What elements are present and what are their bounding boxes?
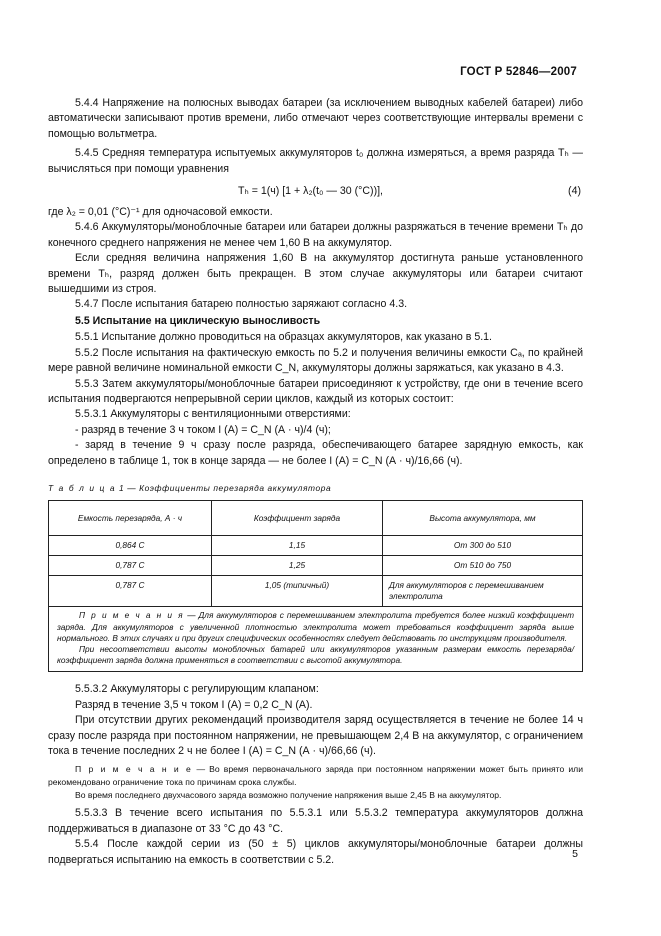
formula-where: где λ₂ = 0,01 (°С)⁻¹ для одночасовой емкости. — [48, 206, 273, 219]
table-cell: Для аккумуляторов с перемешиванием электролита — [383, 576, 583, 607]
document-code: ГОСТ Р 52846—2007 — [460, 66, 577, 78]
table-cell: 0,787 С — [49, 556, 212, 576]
table-caption — [48, 481, 583, 496]
clause-5-4-6-continued: Если средняя величина напряжения 1,60 В на аккумулятор достигнута раньше установленного времени Tₕ, разряд должен быть прекращен. В этом случае аккумуляторы или батареи считают вышедшими из строя. — [48, 252, 583, 296]
table-header-cell: Коэффициент заряда — [212, 501, 383, 536]
table-header-cell: Высота аккумулятора, мм — [383, 501, 583, 536]
list-item-discharge: - разряд в течение 3 ч током I (А) = C_N (А · ч)/4 (ч); — [75, 423, 331, 436]
overcharge-table — [48, 500, 583, 607]
formula-4 — [48, 177, 583, 205]
table-caption-text: 1 — Коэффициенты перезаряда аккумулятора — [119, 482, 332, 493]
table-cell: От 510 до 750 — [383, 556, 583, 576]
clause-5-5-3-2-charge: При отсутствии других рекомендаций производителя заряд осуществляется в течение не более 14 ч сразу после разряда при постоянном напряжении, не превышающем 2,4 В на аккумулятор, с ограничением тока в течение последних 2 ч не более I (А) = C_N (А · ч)/66,66 (ч). — [48, 714, 583, 757]
clause-5-4-6: 5.4.6 Аккумуляторы/моноблочные батареи или батареи должны разряжаться в течение времени Tₕ до конечного среднего напряжения не менее чем 1,60 В на аккумулятор. — [48, 221, 583, 249]
table-note-paragraph — [57, 610, 574, 644]
table-cell: 0,787 С — [49, 576, 212, 607]
clause-5-4-4: 5.4.4 Напряжение на полюсных выводах батареи (за исключением выводных кабелей батареи) либо автоматически записывают против времени, либо отмечают через соответствующие интервалы времени с помощью вольтметра. — [48, 97, 583, 140]
table-cell: От 300 до 510 — [383, 536, 583, 556]
table-row — [49, 536, 583, 556]
note-charge-limit — [48, 763, 583, 789]
table-cell: 0,864 С — [49, 536, 212, 556]
clause-5-4-5: 5.4.5 Средняя температура испытуемых аккумуляторов t₀ должна измеряться, а время разряда Tₕ — вычисляться при помощи уравнения — [48, 147, 583, 175]
page-number: 5 — [572, 848, 578, 860]
clause-5-5-3: 5.5.3 Затем аккумуляторы/моноблочные батареи присоединяют к устройству, где они в течение всего испытания подвергаются непрерывной серии циклов, каждый из которых состоит: — [48, 377, 583, 405]
note-label: П р и м е ч а н и е — [75, 764, 193, 775]
table-row — [49, 556, 583, 576]
clause-5-5-2: 5.5.2 После испытания на фактическую емкость по 5.2 и получения величины емкости Cₐ, по крайней мере равной величине номинальной емкости C_N, аккумуляторы должны заряжаться, как указано в 4.3. — [48, 346, 583, 375]
clause-5-5-3-2: 5.5.3.2 Аккумуляторы с регулирующим клапаном: — [75, 683, 319, 696]
table-caption-label: Т а б л и ц а — [48, 482, 117, 493]
table-header-row — [49, 501, 583, 536]
table-cell: 1,25 — [212, 556, 383, 576]
clause-5-5-3-1: 5.5.3.1 Аккумуляторы с вентиляционными отверстиями: — [75, 408, 351, 421]
table-note-text: — Для аккумуляторов с перемешиванием электролита требуется более низкий коэффициент заряда. Для аккумуляторов с увеличенной плотностью электролита может требоваться коэффициент заряда выше нормального. В этих случаях и при других специфических особенностях следует действовать по инструкциям производителя. — [57, 610, 574, 643]
clause-5-5-3-2-discharge: Разряд в течение 3,5 ч током I (А) = 0,2 C_N (А). — [75, 698, 313, 711]
table-note-label: П р и м е ч а н и я — [79, 610, 185, 621]
clause-5-4-7: 5.4.7 После испытания батарею полностью заряжают согласно 4.3. — [75, 298, 408, 311]
table-cell: 1,15 — [212, 536, 383, 556]
section-heading-5-5: 5.5 Испытание на циклическую выносливость — [75, 314, 321, 327]
table-cell: 1,05 (типичный) — [212, 576, 383, 607]
table-note — [48, 607, 583, 672]
table-note-paragraph-2: При несоответствии высоты моноблочных батарей или аккумуляторов указанным размерам емкость перезаряда/коэффициент заряда должна применяться в соответствии с высотой аккумулятора. — [57, 643, 574, 666]
note-text: — Во время первоначального заряда при постоянном напряжении может быть принято или рекомендовано ограничение тока по причинам срока службы. — [48, 764, 583, 788]
formula-number: (4) — [568, 185, 581, 198]
table-row — [49, 576, 583, 607]
formula-expression: Tₕ = 1(ч) [1 + λ₂(t₀ — 30 (°С))], — [238, 185, 383, 198]
table-header-cell: Емкость перезаряда, А · ч — [49, 501, 212, 536]
clause-5-5-1: 5.5.1 Испытание должно проводиться на образцах аккумуляторов, как указано в 5.1. — [75, 331, 493, 344]
clause-5-5-3-3: 5.5.3.3 В течение всего испытания по 5.5.3.1 или 5.5.3.2 температура аккумуляторов должна поддерживаться в диапазоне от 33 °С до 43 °С. — [48, 807, 583, 835]
note-voltage: Во время последнего двухчасового заряда возможно получение напряжения выше 2,45 В на аккумулятор. — [75, 790, 502, 801]
document-body — [48, 96, 583, 868]
clause-5-5-4: 5.5.4 После каждой серии из (50 ± 5) циклов аккумуляторы/моноблочные батареи должны подвергаться испытанию на емкость в соответствии с 5.2. — [48, 838, 583, 866]
list-item-charge: - заряд в течение 9 ч сразу после разряда, обеспечивающего батарее зарядную емкость, как определено в таблице 1, ток в конце заряда — не более I (А) = C_N (А · ч)/16,66 (ч). — [48, 439, 583, 467]
